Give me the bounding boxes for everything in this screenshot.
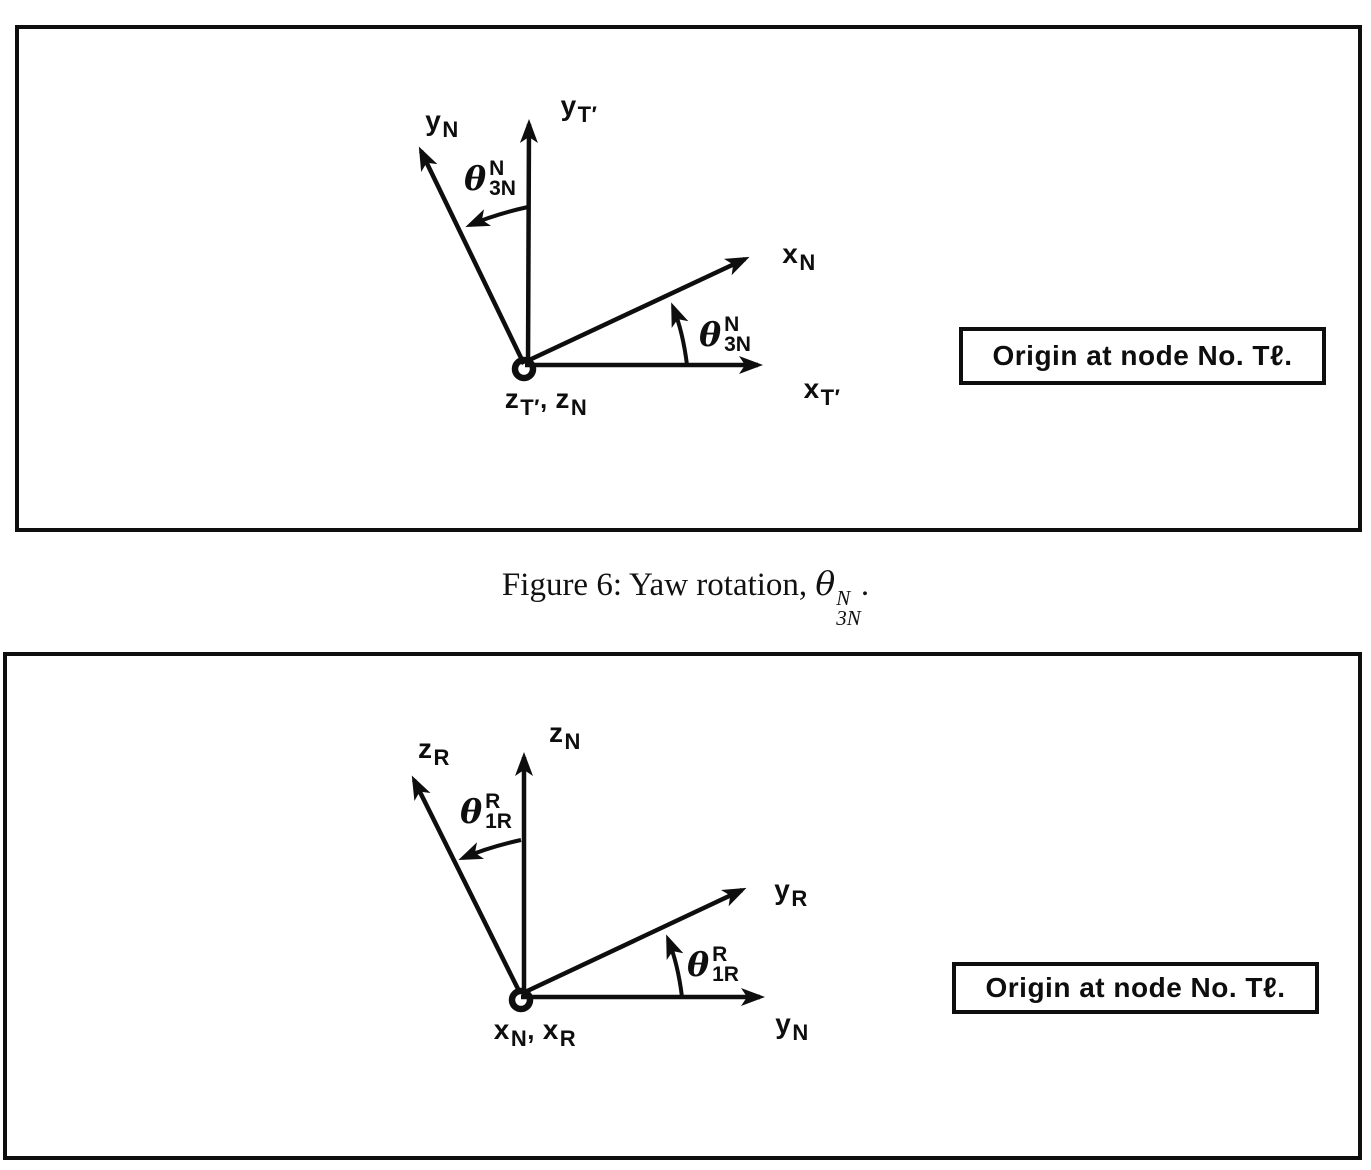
axis-label-zR [418,735,450,769]
axis-label-yR [774,876,807,910]
roll-angle-label-lower [687,945,739,985]
caption-text: Figure 6: Yaw rotation, [501,567,816,603]
axis-subscript: N [564,729,581,754]
yaw-angle-arrow-lower [673,307,687,365]
theta-symbol: θ [815,564,836,603]
axis-subscript: T′ [820,385,841,410]
theta-subscript: 3N [724,333,751,356]
origin-axes-label [494,1016,576,1050]
axis-subscript: N [442,117,459,142]
theta-superscript: N [724,313,740,337]
theta-symbol: θ [460,792,483,832]
origin-note-text: Origin at node No. Tℓ. [992,340,1293,371]
axis-subscript: R [559,1026,577,1051]
theta-subscript: 1R [712,963,739,986]
axis-letter: y [560,90,577,121]
yaw-angle-arrow-upper [470,207,528,225]
origin-ring [512,991,530,1009]
axis-letter: x [542,1014,559,1045]
origin-ring [515,360,533,378]
axis-letter: z [549,717,564,748]
origin-note-box [952,962,1319,1014]
theta-superscript: N [489,157,505,181]
theta-subscript: 3N [489,177,516,200]
axis-subscript: R [791,886,808,911]
roll-angle-arrow-upper [463,840,521,858]
theta-symbol: θ [464,159,487,199]
axis-letter: z [418,733,433,764]
axis-subscript: N [510,1026,528,1051]
axis-letter: y [775,1008,792,1039]
theta-superscript: R [712,943,728,967]
axis-letter: x [803,373,820,404]
theta-subscript: 1R [485,810,512,833]
theta-symbol: θ [687,945,710,985]
y-original-axis-line [528,124,529,366]
axis-subscript: N [799,250,816,275]
theta-subscript: 3N [836,605,861,630]
origin-note-text: Origin at node No. Tℓ. [985,972,1286,1003]
separator: , [527,1015,543,1045]
caption-period: . [860,567,870,603]
yaw-angle-label-lower [699,315,751,355]
roll-angle-label-upper [460,792,512,832]
axis-letter: y [425,105,442,136]
axis-subscript: T′ [577,102,598,127]
theta-symbol: θ [699,315,722,355]
axis-label-yT [561,92,598,126]
origin-axes-label [505,385,588,419]
axis-subscript: R [433,745,450,770]
axis-label-zN [549,719,581,753]
figure-caption [0,564,1371,629]
axis-label-xT [804,375,841,409]
axis-subscript: N [792,1020,809,1045]
roll-angle-arrow-lower [668,939,682,997]
yaw-angle-label-upper [464,159,516,199]
axis-subscript: T′ [520,395,540,420]
axis-letter: z [555,383,570,414]
axis-letter: x [782,238,799,269]
axis-letter: y [774,874,791,905]
origin-note-box [959,327,1326,385]
theta-superscript: N [836,586,851,610]
axis-label-yN [425,107,458,141]
axis-subscript: N [570,395,588,420]
axis-letter: z [504,383,520,414]
yaw-axes-drawing [19,29,1358,528]
separator: , [539,384,556,414]
yaw-diagram-frame [15,25,1362,532]
axis-letter: x [493,1014,510,1045]
theta-superscript: R [485,790,501,814]
roll-axes-drawing [7,656,1358,1156]
roll-diagram-frame [3,652,1362,1160]
axis-label-xN [782,240,815,274]
axis-label-yN [775,1010,808,1044]
